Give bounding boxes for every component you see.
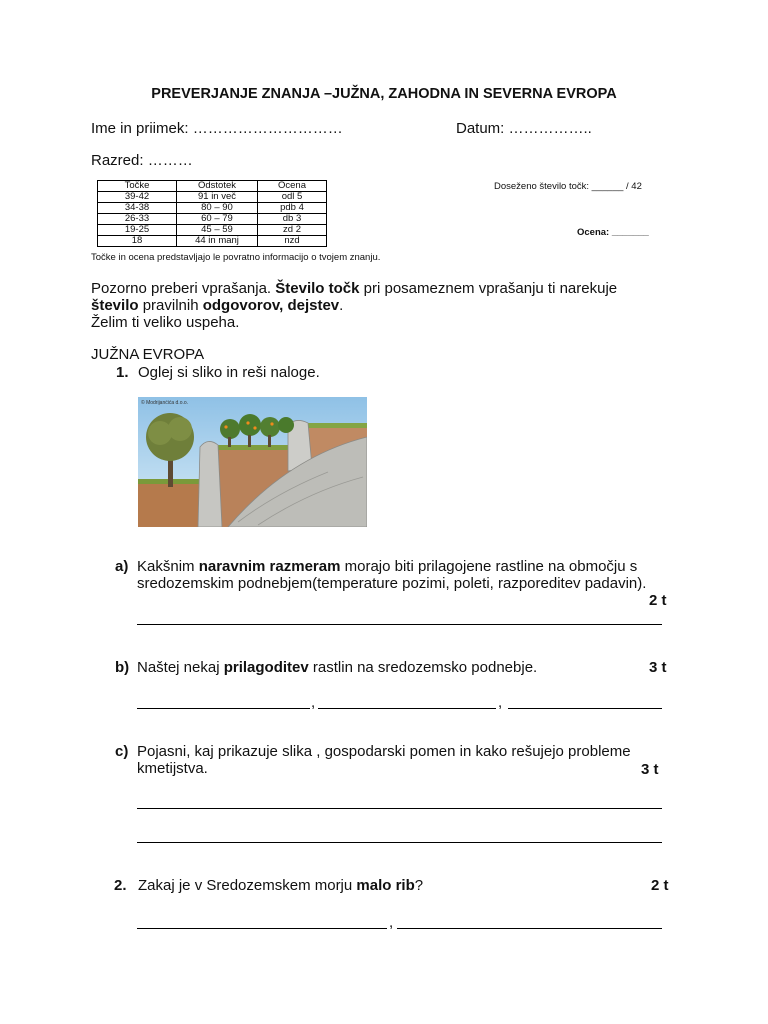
question-label: a) xyxy=(115,558,129,575)
instructions: Pozorno preberi vprašanja. Število točk pri posameznem vprašanju ti narekuje število pravilnih odgovorov, dejstev. Želim ti veliko uspeha. xyxy=(91,280,618,331)
question-1c xyxy=(115,743,655,783)
answer-line[interactable] xyxy=(397,928,662,929)
question-text: Kakšnim naravnim razmeram morajo biti prilagojene rastline na območju s sredozemskim podnebjem(temperature pozimi, poleti, razporeditev padavin). xyxy=(137,558,647,592)
table-row: 39-42 91 in več odl 5 xyxy=(98,192,327,203)
points-label: 3 t xyxy=(641,761,659,778)
grade-table-header xyxy=(98,181,327,192)
answer-line[interactable] xyxy=(508,708,662,709)
table-note: Točke in ocena predstavljajo le povratno informacijo o tvojem znanju. xyxy=(91,252,381,263)
table-row: 26-33 60 – 79 db 3 xyxy=(98,214,327,225)
name-field: Ime in priimek: ………………………… xyxy=(91,120,343,137)
grade-field: Ocena: _______ xyxy=(577,227,649,238)
answer-line[interactable] xyxy=(137,708,310,709)
table-row: 34-38 80 – 90 pdb 4 xyxy=(98,203,327,214)
table-row: 18 44 in manj nzd xyxy=(98,236,327,247)
class-field: Razred: ……… xyxy=(91,152,193,169)
points-label: 3 t xyxy=(649,659,667,676)
question-number: 2. xyxy=(114,877,127,894)
col-tocke: Točke xyxy=(98,181,177,192)
answer-line[interactable] xyxy=(137,808,662,809)
date-field: Datum: …………….. xyxy=(456,120,592,137)
answer-line[interactable] xyxy=(137,624,662,625)
question-label: b) xyxy=(115,659,130,676)
question-2 xyxy=(114,877,634,897)
question-1 xyxy=(116,364,320,382)
answer-line[interactable] xyxy=(318,708,496,709)
section-heading: JUŽNA EVROPA xyxy=(91,346,205,363)
col-odstotek: Odstotek xyxy=(177,181,258,192)
table-row: 19-25 45 – 59 zd 2 xyxy=(98,225,327,236)
question-text: Oglej si sliko in reši naloge. xyxy=(138,364,320,381)
question-1a xyxy=(115,558,675,618)
points-label: 2 t xyxy=(651,877,669,894)
col-ocena: Ocena xyxy=(258,181,327,192)
mediterranean-terraces-illustration xyxy=(138,397,367,527)
question-label: c) xyxy=(115,743,129,760)
image-caption: © Modrijanćića d.o.o. xyxy=(141,400,189,406)
points-achieved: Doseženo število točk: ______ / 42 xyxy=(494,181,642,192)
question-1b xyxy=(115,659,635,679)
question-text: Naštej nekaj prilagoditev rastlin na sredozemsko podnebje. xyxy=(137,659,538,676)
answer-line[interactable] xyxy=(137,928,387,929)
question-number: 1. xyxy=(116,364,129,381)
page-title: PREVERJANJE ZNANJA –JUŽNA, ZAHODNA IN SEVERNA EVROPA xyxy=(151,86,617,102)
answer-line[interactable] xyxy=(137,842,662,843)
question-text: Pojasni, kaj prikazuje slika , gospodarski pomen in kako rešujejo probleme kmetijstva. xyxy=(137,743,631,777)
points-label: 2 t xyxy=(649,592,667,609)
question-text: Zakaj je v Sredozemskem morju malo rib? xyxy=(138,877,424,894)
grade-table xyxy=(97,180,327,247)
